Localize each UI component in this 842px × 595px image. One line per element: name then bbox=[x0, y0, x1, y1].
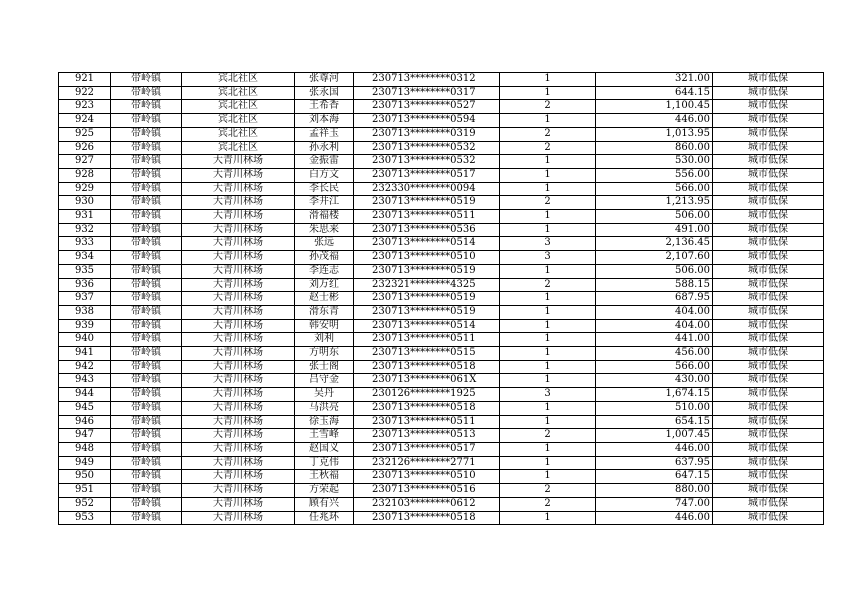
category-cell: 城市低保 bbox=[713, 127, 824, 141]
amount-cell: 747.00 bbox=[596, 497, 713, 511]
household-size-cell: 1 bbox=[500, 264, 596, 278]
town-cell: 带岭镇 bbox=[111, 415, 182, 429]
category-cell: 城市低保 bbox=[713, 456, 824, 470]
id-number-cell: 230713********0527 bbox=[354, 100, 500, 114]
town-cell: 带岭镇 bbox=[111, 264, 182, 278]
amount-cell: 404.00 bbox=[596, 305, 713, 319]
amount-cell: 566.00 bbox=[596, 360, 713, 374]
id-number-cell: 230713********061X bbox=[354, 374, 500, 388]
name-cell: 徐玉海 bbox=[295, 415, 354, 429]
category-cell: 城市低保 bbox=[713, 347, 824, 361]
community-cell: 大青川林场 bbox=[182, 182, 295, 196]
name-cell: 王雪峰 bbox=[295, 429, 354, 443]
table-row bbox=[59, 251, 824, 265]
town-cell: 带岭镇 bbox=[111, 251, 182, 265]
category-cell: 城市低保 bbox=[713, 511, 824, 525]
row-number-cell: 937 bbox=[59, 292, 111, 306]
row-number-cell: 933 bbox=[59, 237, 111, 251]
town-cell: 带岭镇 bbox=[111, 360, 182, 374]
table-row bbox=[59, 223, 824, 237]
row-number-cell: 938 bbox=[59, 305, 111, 319]
row-number-cell: 921 bbox=[59, 73, 111, 87]
row-number-cell: 944 bbox=[59, 388, 111, 402]
community-cell: 大青川林场 bbox=[182, 429, 295, 443]
row-number-cell: 928 bbox=[59, 168, 111, 182]
household-size-cell: 2 bbox=[500, 127, 596, 141]
data-table bbox=[58, 72, 824, 525]
household-size-cell: 1 bbox=[500, 223, 596, 237]
row-number-cell: 931 bbox=[59, 210, 111, 224]
id-number-cell: 230713********0319 bbox=[354, 127, 500, 141]
household-size-cell: 1 bbox=[500, 442, 596, 456]
community-cell: 大青川林场 bbox=[182, 360, 295, 374]
community-cell: 大青川林场 bbox=[182, 196, 295, 210]
name-cell: 马洪亮 bbox=[295, 401, 354, 415]
id-number-cell: 230713********0532 bbox=[354, 141, 500, 155]
category-cell: 城市低保 bbox=[713, 86, 824, 100]
household-size-cell: 2 bbox=[500, 141, 596, 155]
category-cell: 城市低保 bbox=[713, 497, 824, 511]
town-cell: 带岭镇 bbox=[111, 374, 182, 388]
town-cell: 带岭镇 bbox=[111, 155, 182, 169]
amount-cell: 446.00 bbox=[596, 511, 713, 525]
id-number-cell: 230713********0312 bbox=[354, 73, 500, 87]
community-cell: 大青川林场 bbox=[182, 347, 295, 361]
household-size-cell: 1 bbox=[500, 73, 596, 87]
town-cell: 带岭镇 bbox=[111, 278, 182, 292]
town-cell: 带岭镇 bbox=[111, 347, 182, 361]
category-cell: 城市低保 bbox=[713, 333, 824, 347]
name-cell: 吕守金 bbox=[295, 374, 354, 388]
row-number-cell: 945 bbox=[59, 401, 111, 415]
table-row bbox=[59, 114, 824, 128]
community-cell: 宾北社区 bbox=[182, 141, 295, 155]
household-size-cell: 1 bbox=[500, 347, 596, 361]
town-cell: 带岭镇 bbox=[111, 237, 182, 251]
table-row bbox=[59, 347, 824, 361]
town-cell: 带岭镇 bbox=[111, 73, 182, 87]
household-size-cell: 1 bbox=[500, 401, 596, 415]
town-cell: 带岭镇 bbox=[111, 210, 182, 224]
row-number-cell: 924 bbox=[59, 114, 111, 128]
town-cell: 带岭镇 bbox=[111, 333, 182, 347]
town-cell: 带岭镇 bbox=[111, 484, 182, 498]
household-size-cell: 1 bbox=[500, 86, 596, 100]
row-number-cell: 932 bbox=[59, 223, 111, 237]
table-row bbox=[59, 182, 824, 196]
table-row bbox=[59, 333, 824, 347]
name-cell: 滑福楼 bbox=[295, 210, 354, 224]
id-number-cell: 230713********0518 bbox=[354, 360, 500, 374]
amount-cell: 880.00 bbox=[596, 484, 713, 498]
amount-cell: 556.00 bbox=[596, 168, 713, 182]
name-cell: 张远 bbox=[295, 237, 354, 251]
amount-cell: 506.00 bbox=[596, 264, 713, 278]
town-cell: 带岭镇 bbox=[111, 511, 182, 525]
amount-cell: 321.00 bbox=[596, 73, 713, 87]
row-number-cell: 943 bbox=[59, 374, 111, 388]
row-number-cell: 934 bbox=[59, 251, 111, 265]
name-cell: 朱思来 bbox=[295, 223, 354, 237]
community-cell: 大青川林场 bbox=[182, 511, 295, 525]
town-cell: 带岭镇 bbox=[111, 182, 182, 196]
table-row bbox=[59, 196, 824, 210]
category-cell: 城市低保 bbox=[713, 374, 824, 388]
name-cell: 赵国义 bbox=[295, 442, 354, 456]
category-cell: 城市低保 bbox=[713, 278, 824, 292]
table-row bbox=[59, 264, 824, 278]
town-cell: 带岭镇 bbox=[111, 86, 182, 100]
household-size-cell: 1 bbox=[500, 182, 596, 196]
id-number-cell: 230713********0514 bbox=[354, 319, 500, 333]
id-number-cell: 230713********0511 bbox=[354, 210, 500, 224]
category-cell: 城市低保 bbox=[713, 210, 824, 224]
name-cell: 李长民 bbox=[295, 182, 354, 196]
id-number-cell: 230713********0536 bbox=[354, 223, 500, 237]
community-cell: 大青川林场 bbox=[182, 168, 295, 182]
community-cell: 大青川林场 bbox=[182, 456, 295, 470]
household-size-cell: 1 bbox=[500, 155, 596, 169]
table-row bbox=[59, 511, 824, 525]
category-cell: 城市低保 bbox=[713, 237, 824, 251]
amount-cell: 644.15 bbox=[596, 86, 713, 100]
household-size-cell: 3 bbox=[500, 237, 596, 251]
name-cell: 任兆环 bbox=[295, 511, 354, 525]
id-number-cell: 230126********1925 bbox=[354, 388, 500, 402]
row-number-cell: 936 bbox=[59, 278, 111, 292]
table-row bbox=[59, 168, 824, 182]
household-size-cell: 1 bbox=[500, 470, 596, 484]
category-cell: 城市低保 bbox=[713, 155, 824, 169]
id-number-cell: 230713********0519 bbox=[354, 305, 500, 319]
table-row bbox=[59, 141, 824, 155]
name-cell: 李连志 bbox=[295, 264, 354, 278]
category-cell: 城市低保 bbox=[713, 100, 824, 114]
town-cell: 带岭镇 bbox=[111, 141, 182, 155]
amount-cell: 491.00 bbox=[596, 223, 713, 237]
community-cell: 大青川林场 bbox=[182, 305, 295, 319]
community-cell: 大青川林场 bbox=[182, 251, 295, 265]
household-size-cell: 2 bbox=[500, 484, 596, 498]
town-cell: 带岭镇 bbox=[111, 223, 182, 237]
name-cell: 王希香 bbox=[295, 100, 354, 114]
amount-cell: 1,007.45 bbox=[596, 429, 713, 443]
town-cell: 带岭镇 bbox=[111, 388, 182, 402]
name-cell: 刘万红 bbox=[295, 278, 354, 292]
community-cell: 宾北社区 bbox=[182, 127, 295, 141]
household-size-cell: 2 bbox=[500, 497, 596, 511]
name-cell: 张尊河 bbox=[295, 73, 354, 87]
row-number-cell: 953 bbox=[59, 511, 111, 525]
table-row bbox=[59, 497, 824, 511]
household-size-cell: 1 bbox=[500, 456, 596, 470]
category-cell: 城市低保 bbox=[713, 223, 824, 237]
category-cell: 城市低保 bbox=[713, 168, 824, 182]
amount-cell: 1,674.15 bbox=[596, 388, 713, 402]
row-number-cell: 942 bbox=[59, 360, 111, 374]
name-cell: 吴丹 bbox=[295, 388, 354, 402]
category-cell: 城市低保 bbox=[713, 305, 824, 319]
town-cell: 带岭镇 bbox=[111, 429, 182, 443]
row-number-cell: 939 bbox=[59, 319, 111, 333]
amount-cell: 1,013.95 bbox=[596, 127, 713, 141]
table-row bbox=[59, 388, 824, 402]
household-size-cell: 1 bbox=[500, 374, 596, 388]
name-cell: 孙永利 bbox=[295, 141, 354, 155]
household-size-cell: 2 bbox=[500, 196, 596, 210]
town-cell: 带岭镇 bbox=[111, 292, 182, 306]
table-row bbox=[59, 360, 824, 374]
community-cell: 大青川林场 bbox=[182, 155, 295, 169]
amount-cell: 506.00 bbox=[596, 210, 713, 224]
amount-cell: 2,107.60 bbox=[596, 251, 713, 265]
id-number-cell: 230713********0511 bbox=[354, 415, 500, 429]
id-number-cell: 230713********0517 bbox=[354, 168, 500, 182]
amount-cell: 2,136.45 bbox=[596, 237, 713, 251]
amount-cell: 588.15 bbox=[596, 278, 713, 292]
household-size-cell: 1 bbox=[500, 210, 596, 224]
amount-cell: 441.00 bbox=[596, 333, 713, 347]
table-row bbox=[59, 415, 824, 429]
category-cell: 城市低保 bbox=[713, 182, 824, 196]
id-number-cell: 230713********0513 bbox=[354, 429, 500, 443]
category-cell: 城市低保 bbox=[713, 292, 824, 306]
town-cell: 带岭镇 bbox=[111, 196, 182, 210]
name-cell: 孙茂福 bbox=[295, 251, 354, 265]
town-cell: 带岭镇 bbox=[111, 401, 182, 415]
id-number-cell: 230713********0511 bbox=[354, 333, 500, 347]
name-cell: 孟祥玉 bbox=[295, 127, 354, 141]
row-number-cell: 935 bbox=[59, 264, 111, 278]
category-cell: 城市低保 bbox=[713, 484, 824, 498]
community-cell: 大青川林场 bbox=[182, 319, 295, 333]
row-number-cell: 926 bbox=[59, 141, 111, 155]
category-cell: 城市低保 bbox=[713, 415, 824, 429]
community-cell: 大青川林场 bbox=[182, 223, 295, 237]
row-number-cell: 949 bbox=[59, 456, 111, 470]
table-row bbox=[59, 470, 824, 484]
row-number-cell: 940 bbox=[59, 333, 111, 347]
id-number-cell: 230713********0519 bbox=[354, 264, 500, 278]
row-number-cell: 930 bbox=[59, 196, 111, 210]
amount-cell: 1,100.45 bbox=[596, 100, 713, 114]
table-row bbox=[59, 319, 824, 333]
town-cell: 带岭镇 bbox=[111, 497, 182, 511]
amount-cell: 430.00 bbox=[596, 374, 713, 388]
town-cell: 带岭镇 bbox=[111, 470, 182, 484]
name-cell: 刘本海 bbox=[295, 114, 354, 128]
amount-cell: 654.15 bbox=[596, 415, 713, 429]
id-number-cell: 230713********0514 bbox=[354, 237, 500, 251]
amount-cell: 637.95 bbox=[596, 456, 713, 470]
household-size-cell: 1 bbox=[500, 360, 596, 374]
id-number-cell: 230713********0515 bbox=[354, 347, 500, 361]
amount-cell: 860.00 bbox=[596, 141, 713, 155]
table-row bbox=[59, 100, 824, 114]
id-number-cell: 230713********0532 bbox=[354, 155, 500, 169]
category-cell: 城市低保 bbox=[713, 360, 824, 374]
household-size-cell: 1 bbox=[500, 415, 596, 429]
name-cell: 丁克伟 bbox=[295, 456, 354, 470]
row-number-cell: 946 bbox=[59, 415, 111, 429]
id-number-cell: 230713********0517 bbox=[354, 442, 500, 456]
town-cell: 带岭镇 bbox=[111, 319, 182, 333]
name-cell: 顾有兴 bbox=[295, 497, 354, 511]
row-number-cell: 952 bbox=[59, 497, 111, 511]
category-cell: 城市低保 bbox=[713, 319, 824, 333]
table-row bbox=[59, 429, 824, 443]
amount-cell: 647.15 bbox=[596, 470, 713, 484]
row-number-cell: 941 bbox=[59, 347, 111, 361]
category-cell: 城市低保 bbox=[713, 264, 824, 278]
name-cell: 赵士彬 bbox=[295, 292, 354, 306]
household-size-cell: 2 bbox=[500, 278, 596, 292]
table-row bbox=[59, 73, 824, 87]
category-cell: 城市低保 bbox=[713, 470, 824, 484]
community-cell: 大青川林场 bbox=[182, 237, 295, 251]
table-row bbox=[59, 210, 824, 224]
community-cell: 宾北社区 bbox=[182, 73, 295, 87]
town-cell: 带岭镇 bbox=[111, 305, 182, 319]
community-cell: 大青川林场 bbox=[182, 442, 295, 456]
household-size-cell: 1 bbox=[500, 114, 596, 128]
amount-cell: 566.00 bbox=[596, 182, 713, 196]
row-number-cell: 951 bbox=[59, 484, 111, 498]
category-cell: 城市低保 bbox=[713, 429, 824, 443]
id-number-cell: 230713********0510 bbox=[354, 470, 500, 484]
community-cell: 大青川林场 bbox=[182, 497, 295, 511]
table-row bbox=[59, 401, 824, 415]
table-row bbox=[59, 155, 824, 169]
amount-cell: 687.95 bbox=[596, 292, 713, 306]
table-row bbox=[59, 484, 824, 498]
household-size-cell: 1 bbox=[500, 305, 596, 319]
community-cell: 大青川林场 bbox=[182, 470, 295, 484]
town-cell: 带岭镇 bbox=[111, 127, 182, 141]
category-cell: 城市低保 bbox=[713, 114, 824, 128]
community-cell: 大青川林场 bbox=[182, 388, 295, 402]
household-size-cell: 1 bbox=[500, 168, 596, 182]
category-cell: 城市低保 bbox=[713, 401, 824, 415]
name-cell: 白方文 bbox=[295, 168, 354, 182]
household-size-cell: 2 bbox=[500, 100, 596, 114]
category-cell: 城市低保 bbox=[713, 196, 824, 210]
amount-cell: 446.00 bbox=[596, 114, 713, 128]
name-cell: 方明东 bbox=[295, 347, 354, 361]
name-cell: 金振雷 bbox=[295, 155, 354, 169]
id-number-cell: 230713********0516 bbox=[354, 484, 500, 498]
id-number-cell: 232330********0094 bbox=[354, 182, 500, 196]
table-row bbox=[59, 442, 824, 456]
amount-cell: 1,213.95 bbox=[596, 196, 713, 210]
row-number-cell: 927 bbox=[59, 155, 111, 169]
household-size-cell: 1 bbox=[500, 292, 596, 306]
community-cell: 大青川林场 bbox=[182, 401, 295, 415]
table-row bbox=[59, 292, 824, 306]
community-cell: 宾北社区 bbox=[182, 100, 295, 114]
household-size-cell: 1 bbox=[500, 333, 596, 347]
household-size-cell: 2 bbox=[500, 429, 596, 443]
community-cell: 大青川林场 bbox=[182, 264, 295, 278]
name-cell: 李井江 bbox=[295, 196, 354, 210]
row-number-cell: 948 bbox=[59, 442, 111, 456]
category-cell: 城市低保 bbox=[713, 251, 824, 265]
amount-cell: 456.00 bbox=[596, 347, 713, 361]
town-cell: 带岭镇 bbox=[111, 442, 182, 456]
amount-cell: 404.00 bbox=[596, 319, 713, 333]
community-cell: 大青川林场 bbox=[182, 374, 295, 388]
id-number-cell: 230713********0594 bbox=[354, 114, 500, 128]
name-cell: 张永国 bbox=[295, 86, 354, 100]
household-size-cell: 3 bbox=[500, 388, 596, 402]
id-number-cell: 230713********0519 bbox=[354, 196, 500, 210]
name-cell: 王秋福 bbox=[295, 470, 354, 484]
community-cell: 宾北社区 bbox=[182, 86, 295, 100]
community-cell: 大青川林场 bbox=[182, 292, 295, 306]
category-cell: 城市低保 bbox=[713, 442, 824, 456]
amount-cell: 446.00 bbox=[596, 442, 713, 456]
table-row bbox=[59, 456, 824, 470]
category-cell: 城市低保 bbox=[713, 141, 824, 155]
town-cell: 带岭镇 bbox=[111, 100, 182, 114]
table-row bbox=[59, 374, 824, 388]
community-cell: 大青川林场 bbox=[182, 278, 295, 292]
category-cell: 城市低保 bbox=[713, 388, 824, 402]
id-number-cell: 232103********0612 bbox=[354, 497, 500, 511]
row-number-cell: 929 bbox=[59, 182, 111, 196]
town-cell: 带岭镇 bbox=[111, 114, 182, 128]
name-cell: 韩安明 bbox=[295, 319, 354, 333]
name-cell: 刘利 bbox=[295, 333, 354, 347]
amount-cell: 530.00 bbox=[596, 155, 713, 169]
id-number-cell: 230713********0510 bbox=[354, 251, 500, 265]
category-cell: 城市低保 bbox=[713, 73, 824, 87]
table-row bbox=[59, 127, 824, 141]
table-body bbox=[59, 73, 824, 525]
row-number-cell: 925 bbox=[59, 127, 111, 141]
row-number-cell: 922 bbox=[59, 86, 111, 100]
name-cell: 方荣起 bbox=[295, 484, 354, 498]
amount-cell: 510.00 bbox=[596, 401, 713, 415]
id-number-cell: 232321********4325 bbox=[354, 278, 500, 292]
household-size-cell: 1 bbox=[500, 511, 596, 525]
town-cell: 带岭镇 bbox=[111, 456, 182, 470]
table-row bbox=[59, 237, 824, 251]
table-row bbox=[59, 278, 824, 292]
row-number-cell: 950 bbox=[59, 470, 111, 484]
household-size-cell: 3 bbox=[500, 251, 596, 265]
id-number-cell: 230713********0518 bbox=[354, 401, 500, 415]
name-cell: 滑东青 bbox=[295, 305, 354, 319]
name-cell: 张士阁 bbox=[295, 360, 354, 374]
community-cell: 大青川林场 bbox=[182, 484, 295, 498]
community-cell: 大青川林场 bbox=[182, 210, 295, 224]
row-number-cell: 923 bbox=[59, 100, 111, 114]
id-number-cell: 230713********0519 bbox=[354, 292, 500, 306]
table-row bbox=[59, 86, 824, 100]
row-number-cell: 947 bbox=[59, 429, 111, 443]
town-cell: 带岭镇 bbox=[111, 168, 182, 182]
id-number-cell: 230713********0518 bbox=[354, 511, 500, 525]
community-cell: 大青川林场 bbox=[182, 415, 295, 429]
community-cell: 大青川林场 bbox=[182, 333, 295, 347]
id-number-cell: 232126********2771 bbox=[354, 456, 500, 470]
household-size-cell: 1 bbox=[500, 319, 596, 333]
table-row bbox=[59, 305, 824, 319]
id-number-cell: 230713********0317 bbox=[354, 86, 500, 100]
community-cell: 宾北社区 bbox=[182, 114, 295, 128]
